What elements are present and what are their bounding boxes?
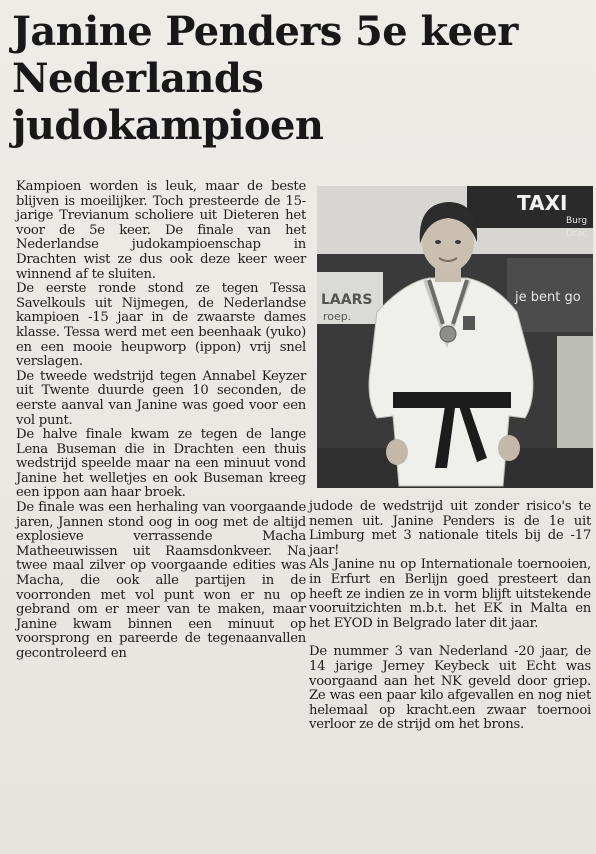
- article-column-right: [309, 500, 591, 733]
- article-headline: [12, 8, 587, 149]
- headline-line-3: judokampioen: [12, 102, 324, 149]
- paragraph: judode de wedstrijd uit zonder risico's te nemen uit. Janine Penders is de 1e uit Limburg met 3 nationale titels bij de -17 jaar!: [309, 499, 591, 558]
- headline-line-2: Nederlands: [12, 55, 264, 102]
- banner-text: LAARS: [321, 292, 373, 308]
- paragraph: Kampioen worden is leuk, maar de beste blijven is moeilijker. Toch presteerde de 15-jarige Trevianum scholiere uit Dieteren het voor de 5e keer. De finale van het Nederlandse judokampioenschap in Drachten wist ze dus ook deze keer weer winnend af te sluiten.: [16, 179, 306, 282]
- article-column-left: [16, 180, 306, 662]
- paragraph: De tweede wedstrijd tegen Annabel Keyzer uit Twente duurde geen 10 seconden, de eerste aanval van Janine was goed voor een vol punt.: [16, 368, 306, 428]
- photo-illustration: [317, 186, 593, 488]
- banner-text: je bent go: [515, 290, 581, 305]
- banner-text: roep.: [323, 310, 352, 323]
- paragraph: De halve finale kwam ze tegen de lange Lena Buseman die in Drachten een thuis wedstrijd speelde maar na een minuut vond Janine het welletjes en ook Buseman kreeg een ippon aan haar broek.: [16, 427, 306, 501]
- paragraph: De eerste ronde stond ze tegen Tessa Savelkouls uit Nijmegen, de Nederlandse kampioen -15 jaar in de zwaarste dames klasse. Tessa werd met een beenhaak (yuko) en een mooie heupworp (ippon) vrij snel verslagen.: [16, 281, 306, 370]
- banner-text: Burg: [566, 216, 588, 226]
- judoka-photo: [317, 186, 593, 488]
- banner-text: TAXI: [517, 191, 568, 215]
- paragraph: Als Janine nu op Internationale toernooien, in Erfurt en Berlijn goed presteert dan heeft ze indien ze in vorm blijft uitstekende vooruitzichten m.b.t. het EK in Malta en het EYOD in Belgrado later dit jaar.: [309, 557, 591, 631]
- headline-line-1: Janine Penders 5e keer: [12, 8, 518, 55]
- banner-text: Drac: [566, 229, 588, 239]
- paragraph: De finale was een herhaling van voorgaande jaren, Jannen stond oog in oog met de altijd explosieve verrassende Macha Matheeuwissen uit Raamsdonkveer. Na twee maal zilver op voorgaande edities was Macha, die ook alle partijen in de voorronden met vol punt won er nu op gebrand om er meer van te maken, maar Janine kwam binnen een minuut op voorsprong en pareerde de tegenaanvallen gecontroleerd en: [16, 500, 306, 661]
- paragraph: De nummer 3 van Nederland -20 jaar, de 14 jarige Jerney Keybeck uit Echt was voorgaand aan het NK geveld door griep. Ze was een paar kilo afgevallen en nog niet helemaal op kracht.een zwaar toernooi verloor ze de strijd om het brons.: [309, 644, 591, 733]
- paragraph-gap: [309, 631, 591, 645]
